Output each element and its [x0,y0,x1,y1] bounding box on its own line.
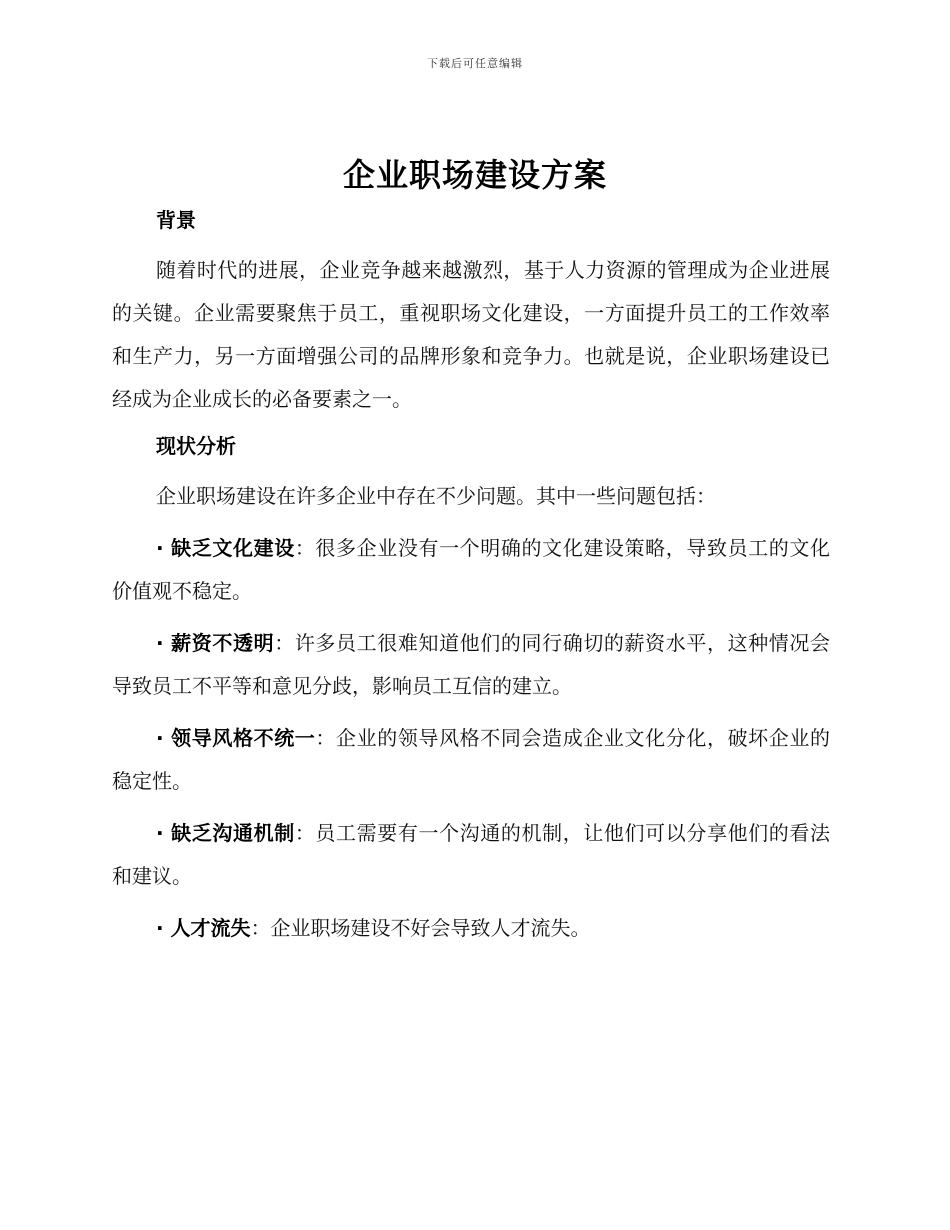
list-item-text: ：企业职场建设不好会导致人才流失。 [250,916,591,940]
list-item-label: · 人才流失 [156,916,251,940]
list-item [112,812,830,898]
list-item-label: · 薪资不透明 [156,631,275,655]
header-note: 下载后可任意编辑 [427,57,523,70]
list-item-text: ：许多员工很难知道他们的同行确切的薪资水平，这种情况会导致员工不平等和意见分歧，影响员工互信的建立。 [112,631,831,698]
document-body [112,205,830,950]
section-heading-analysis: 现状分析 [156,434,236,458]
list-item [112,907,830,950]
list-item [112,717,830,803]
list-item-label: · 缺乏沟通机制 [156,821,295,845]
section-heading-background: 背景 [156,208,196,232]
analysis-intro: 企业职场建设在许多企业中存在不少问题。其中一些问题包括： [156,484,716,508]
list-item-text: ：很多企业没有一个明确的文化建设策略，导致员工的文化价值观不稳定。 [112,536,830,603]
list-item-text: ：员工需要有一个沟通的机制，让他们可以分享他们的看法和建议。 [112,821,830,888]
list-item [112,622,830,708]
list-item-label: · 缺乏文化建设 [156,536,295,560]
list-item-label: · 领导风格不统一 [156,726,316,750]
document-title: 企业职场建设方案 [342,156,607,194]
list-item-text: ：企业的领导风格不同会造成企业文化分化，破坏企业的稳定性。 [112,726,830,793]
background-paragraph: 随着时代的进展，企业竞争越来越激烈，基于人力资源的管理成为企业进展的关键。企业需要聚焦于员工，重视职场文化建设，一方面提升员工的工作效率和生产力，另一方面增强公司的品牌形象和竞争力。也就是说，企业职场建设已经成为企业成长的必备要素之一。 [112,258,830,411]
list-item [112,527,830,613]
